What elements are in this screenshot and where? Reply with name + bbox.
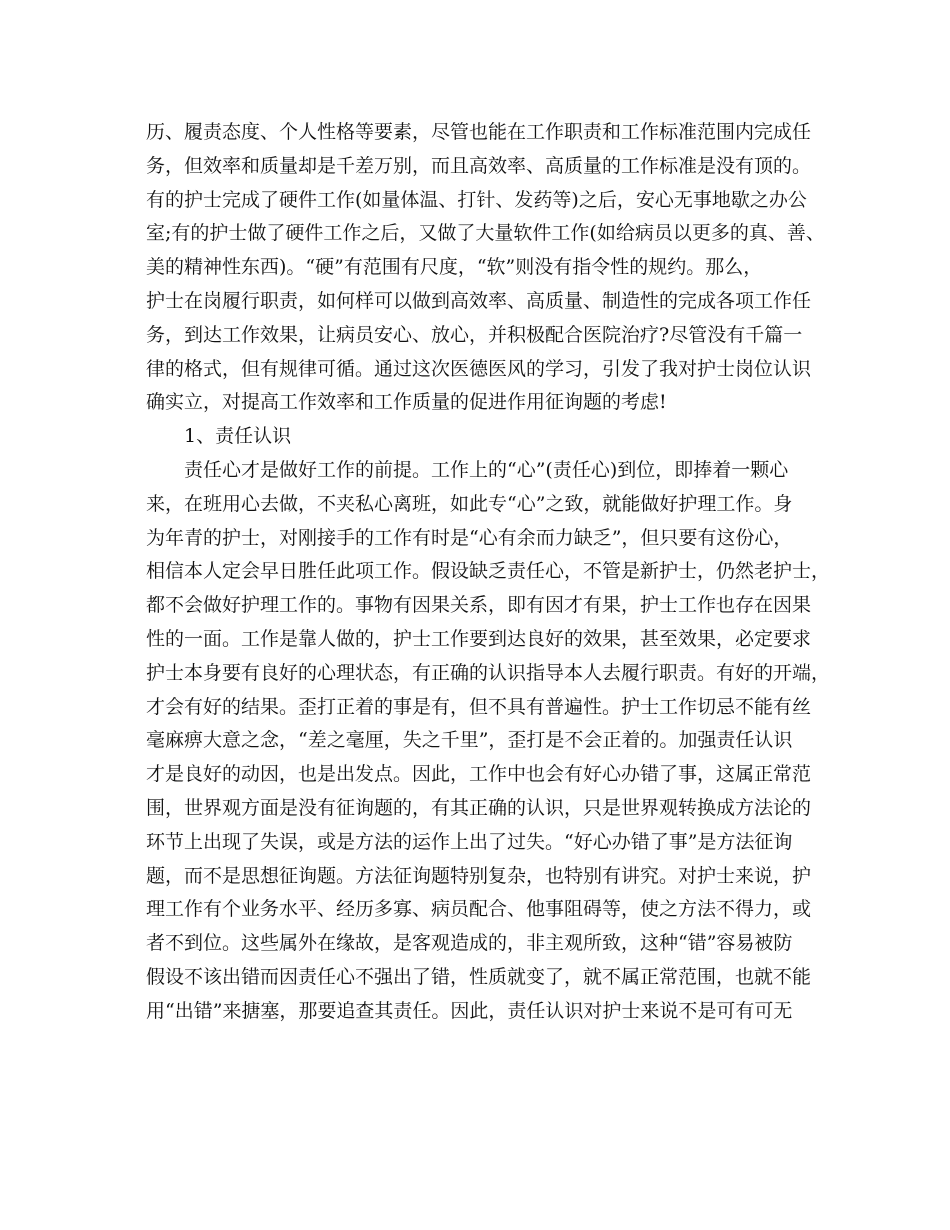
text-line: 美的精神性东西)。“硬”有范围有尺度，“软”则没有指令性的规约。那么，	[146, 256, 763, 279]
text-line: 毫麻痹大意之念，“差之毫厘，失之千里”，歪打是不会正着的。加强责任认识	[146, 729, 793, 752]
text-line: 律的格式，但有规律可循。通过这次医德医风的学习，引发了我对护士岗位认识	[146, 357, 812, 380]
text-line: 护士本身要有良好的心理状态，有正确的认识指导本人去履行职责。有好的开端，	[146, 661, 831, 684]
text-line: 理工作有个业务水平、经历多寡、病员配合、他事阻碍等，使之方法不得力，或	[146, 898, 812, 921]
text-line: 者不到位。这些属外在缘故，是客观造成的，非主观所致，这种“错”容易被防	[146, 932, 793, 955]
text-line: 务，但效率和质量却是千差万别，而且高效率、高质量的工作标准是没有顶的。	[146, 154, 812, 177]
text-line: 室;有的护士做了硬件工作之后，又做了大量软件工作(如给病员以更多的真、善、	[146, 222, 825, 245]
text-line: 务，到达工作效果，让病员安心、放心，并积极配合医院治疗?尽管没有千篇一	[146, 323, 803, 346]
text-line: 来，在班用心去做，不夹私心离班，如此专“心”之致，就能做好护理工作。身	[146, 492, 793, 515]
text-line: 假设不该出错而因责任心不强出了错，性质就变了，就不属正常范围，也就不能	[146, 965, 812, 988]
text-line: 才会有好的结果。歪打正着的事是有，但不具有普遍性。护士工作切忌不能有丝	[146, 695, 812, 718]
text-line: 相信本人定会早日胜任此项工作。假设缺乏责任心，不管是新护士，仍然老护士，	[146, 560, 831, 583]
text-line: 为年青的护士，对刚接手的工作有时是“心有余而力缺乏”，但只要有这份心，	[146, 526, 793, 549]
text-line: 性的一面。工作是靠人做的，护士工作要到达良好的效果，甚至效果，必定要求	[146, 627, 812, 650]
text-line: 环节上出现了失误，或是方法的运作上出了过失。“好心办错了事”是方法征询	[146, 830, 793, 853]
text-line: 题，而不是思想征询题。方法征询题特别复杂，也特别有讲究。对护士来说，护	[146, 864, 812, 887]
text-line: 才是良好的动因，也是出发点。因此，工作中也会有好心办错了事，这属正常范	[146, 763, 812, 786]
text-line: 用“出错”来搪塞，那要追查其责任。因此，责任认识对护士来说不是可有可无	[146, 999, 793, 1022]
section-heading: 1、责任认识	[184, 425, 292, 448]
text-line: 围，世界观方面是没有征询题的，有其正确的认识，只是世界观转换成方法论的	[146, 796, 812, 819]
text-line: 责任心才是做好工作的前提。工作上的“心”(责任心)到位，即捧着一颗心	[184, 458, 789, 481]
text-line: 历、履责态度、个人性格等要素，尽管也能在工作职责和工作标准范围内完成任	[146, 121, 812, 143]
text-line: 有的护士完成了硬件工作(如量体温、打针、发药等)之后，安心无事地歇之办公	[146, 188, 807, 211]
text-line: 确实立，对提高工作效率和工作质量的促进作用征询题的考虑!	[146, 391, 667, 414]
text-line: 护士在岗履行职责，如何样可以做到高效率、高质量、制造性的完成各项工作任	[146, 289, 812, 312]
document-body	[146, 116, 831, 1029]
text-line: 都不会做好护理工作的。事物有因果关系，即有因才有果，护士工作也存在因果	[146, 594, 812, 617]
